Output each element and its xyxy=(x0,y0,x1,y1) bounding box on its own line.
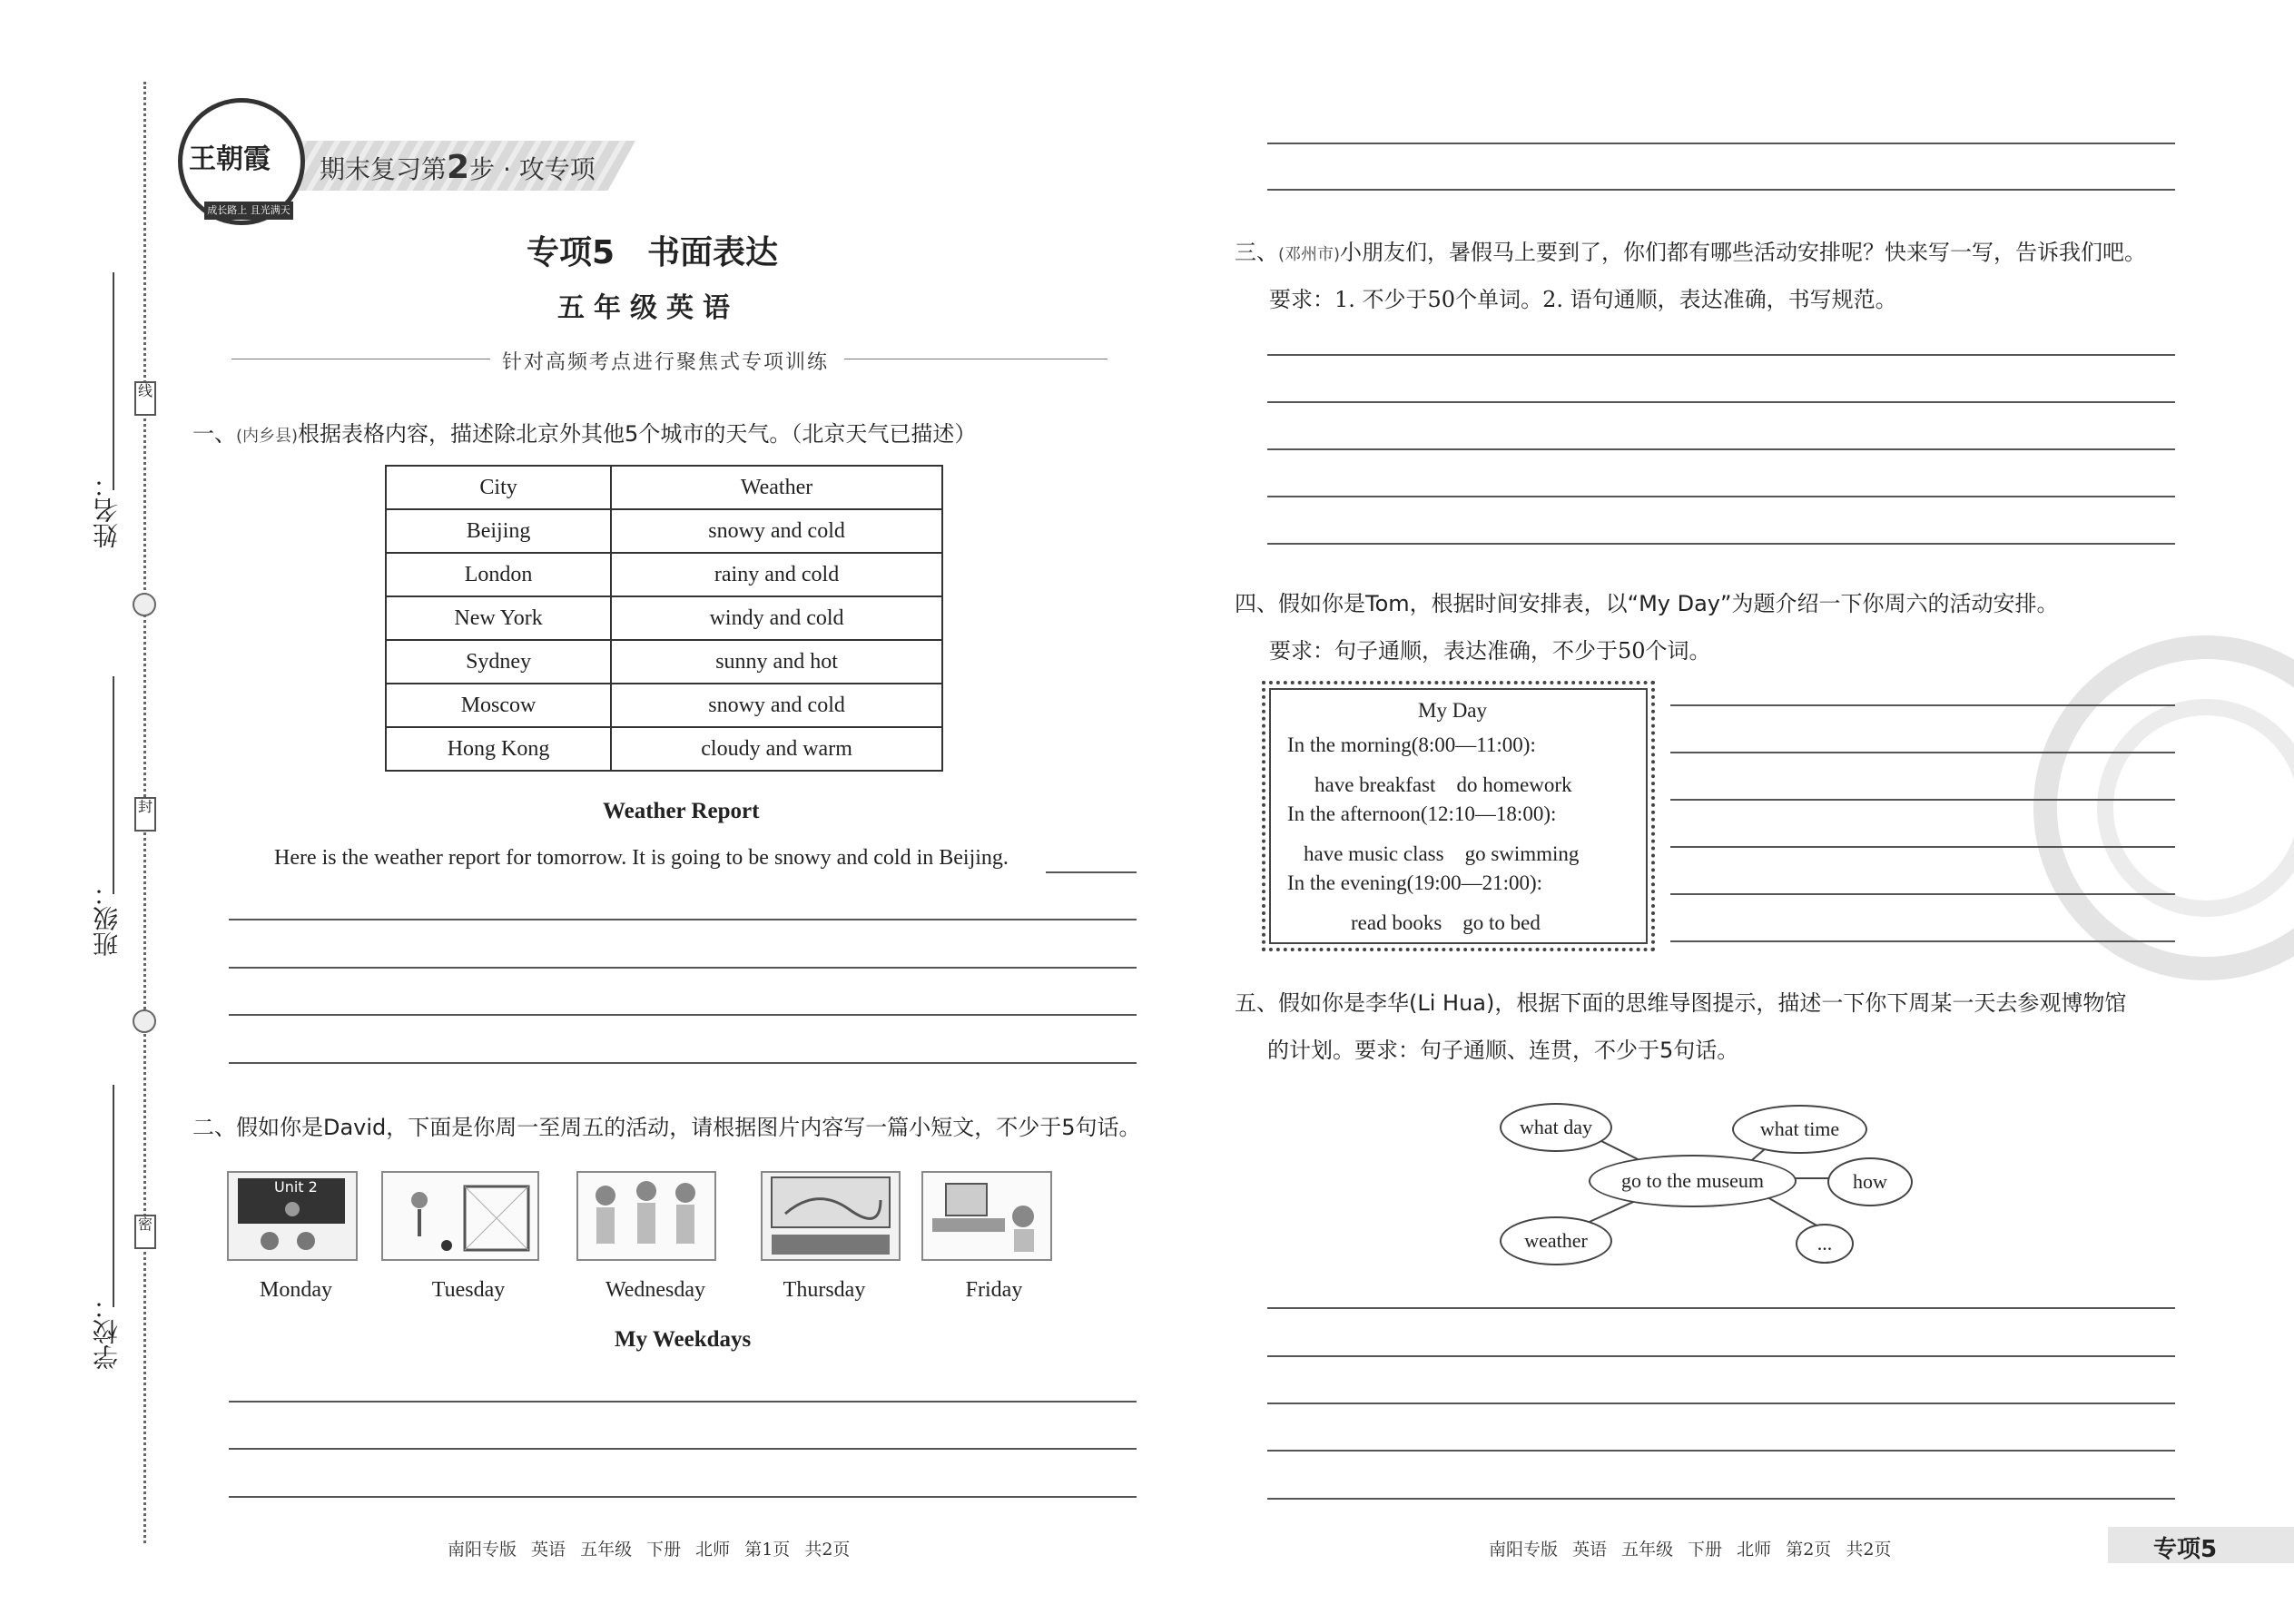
friday-picture xyxy=(921,1171,1052,1261)
monday-picture xyxy=(227,1171,358,1261)
brand-logo-text: 王朝霞 xyxy=(189,143,271,175)
answer-line[interactable] xyxy=(1267,1355,2175,1357)
mind-map-node: what time xyxy=(1732,1105,1867,1154)
table-cell: Sydney xyxy=(386,640,611,684)
answer-line[interactable] xyxy=(229,1401,1137,1403)
section-tag-label: 专项5 xyxy=(2153,1536,2218,1563)
school-blank xyxy=(113,1085,114,1307)
q3-requirement: 要求：1. 不少于50个单词。2. 语句通顺，表达准确，书写规范。 xyxy=(1269,287,1897,312)
class-label: 班级： xyxy=(92,881,122,957)
class-blank xyxy=(113,676,114,894)
table-cell: London xyxy=(386,553,611,596)
table-row xyxy=(386,596,942,640)
children-icon xyxy=(578,1173,714,1259)
q1-prompt: 一、(内乡县)根据表格内容，描述除北京外其他5个城市的天气。（北京天气已描述） xyxy=(192,421,977,447)
school-label: 学校： xyxy=(92,1294,122,1370)
tagline: 针对高频考点进行聚焦式专项训练 xyxy=(502,351,830,374)
wednesday-picture xyxy=(576,1171,716,1261)
schedule-line: In the evening(19:00—21:00): xyxy=(1287,871,1543,894)
cinema-icon xyxy=(763,1173,899,1259)
weather-table xyxy=(385,465,943,772)
page-title: 专项5 书面表达 xyxy=(527,234,779,271)
answer-line[interactable] xyxy=(1267,354,2175,356)
answer-line[interactable] xyxy=(1267,496,2175,497)
answer-line[interactable] xyxy=(1670,752,2175,753)
table-cell: Hong Kong xyxy=(386,727,611,771)
seal-char-feng: 封 xyxy=(134,797,156,832)
answer-line[interactable] xyxy=(1670,846,2175,848)
table-row xyxy=(386,684,942,727)
binding-hole-icon xyxy=(133,1009,156,1033)
brand-logo-motto: 成长路上 且光满天 xyxy=(204,202,293,220)
footer-left: 南阳专版 英语 五年级 下册 北师 第1页 共2页 xyxy=(448,1540,851,1560)
schedule-line: In the morning(8:00—11:00): xyxy=(1287,733,1536,756)
page-subtitle: 五年级英语 xyxy=(557,292,739,324)
answer-line[interactable] xyxy=(229,967,1137,969)
day-label-tuesday: Tuesday xyxy=(431,1278,506,1302)
q5-prompt-line2: 的计划。要求：句子通顺、连贯，不少于5句话。 xyxy=(1267,1038,1739,1063)
schedule-line: read books go to bed xyxy=(1351,911,1541,934)
tv-icon xyxy=(923,1173,1050,1259)
my-weekdays-title: My Weekdays xyxy=(615,1327,752,1352)
footer-right: 南阳专版 英语 五年级 下册 北师 第2页 共2页 xyxy=(1489,1540,1892,1560)
table-header-cell: Weather xyxy=(611,466,942,509)
q4-prompt: 四、假如你是Tom，根据时间安排表，以“My Day”为题介绍一下你周六的活动安排。 xyxy=(1235,591,2059,616)
q2-prompt: 二、假如你是David，下面是你周一至周五的活动，请根据图片内容写一篇小短文，不少于5句话。 xyxy=(192,1115,1141,1140)
answer-line[interactable] xyxy=(1670,704,2175,706)
answer-line[interactable] xyxy=(1267,1403,2175,1404)
seal-char-mi: 密 xyxy=(134,1215,156,1249)
answer-line[interactable] xyxy=(1267,1498,2175,1500)
binding-hole-icon xyxy=(133,593,156,616)
mind-map-node: ... xyxy=(1796,1224,1854,1264)
answer-line[interactable] xyxy=(1267,448,2175,450)
table-row xyxy=(386,640,942,684)
answer-line[interactable] xyxy=(229,1448,1137,1450)
table-cell: New York xyxy=(386,596,611,640)
section-tag xyxy=(2108,1527,2294,1563)
day-label-friday: Friday xyxy=(965,1278,1023,1302)
answer-line[interactable] xyxy=(229,1496,1137,1498)
table-cell: snowy and cold xyxy=(611,684,942,727)
answer-line[interactable] xyxy=(1046,871,1137,873)
table-cell: sunny and hot xyxy=(611,640,942,684)
schedule-title: My Day xyxy=(1418,699,1488,722)
answer-line[interactable] xyxy=(1267,143,2175,144)
day-label-monday: Monday xyxy=(260,1278,332,1302)
q4-requirement: 要求：句子通顺，表达准确，不少于50个词。 xyxy=(1269,638,1711,664)
answer-line[interactable] xyxy=(1267,1450,2175,1452)
table-row xyxy=(386,509,942,553)
answer-line[interactable] xyxy=(1267,1307,2175,1309)
table-row xyxy=(386,553,942,596)
answer-line[interactable] xyxy=(1670,940,2175,942)
answer-line[interactable] xyxy=(1267,543,2175,545)
table-cell: Moscow xyxy=(386,684,611,727)
answer-line[interactable] xyxy=(1670,893,2175,895)
name-label: 姓名： xyxy=(92,472,122,548)
soccer-icon xyxy=(383,1173,537,1259)
seal-char-xian: 线 xyxy=(134,381,156,416)
mind-map-node: how xyxy=(1827,1157,1913,1206)
answer-line[interactable] xyxy=(229,919,1137,920)
table-cell: snowy and cold xyxy=(611,509,942,553)
table-cell: windy and cold xyxy=(611,596,942,640)
mind-map-center: go to the museum xyxy=(1589,1155,1797,1207)
table-cell: rainy and cold xyxy=(611,553,942,596)
header-banner-text: 期末复习第2步 · 攻专项 xyxy=(320,149,596,186)
answer-line[interactable] xyxy=(1267,189,2175,191)
answer-line[interactable] xyxy=(1670,799,2175,801)
schedule-line: have music class go swimming xyxy=(1304,842,1580,865)
day-label-thursday: Thursday xyxy=(783,1278,866,1302)
q5-prompt-line1: 五、假如你是李华(Li Hua)，根据下面的思维导图提示，描述一下你下周某一天去参观博物馆 xyxy=(1235,990,2127,1016)
answer-line[interactable] xyxy=(229,1014,1137,1016)
table-row xyxy=(386,727,942,771)
table-header-row xyxy=(386,466,942,509)
table-header-cell: City xyxy=(386,466,611,509)
weather-report-start: Here is the weather report for tomorrow. It is going to be snowy and cold in Beijing. xyxy=(274,846,1009,870)
q3-prompt: 三、(邓州市)小朋友们，暑假马上要到了，你们都有哪些活动安排呢？快来写一写，告诉我们吧。 xyxy=(1235,240,2147,265)
classroom-icon xyxy=(229,1173,356,1259)
day-label-wednesday: Wednesday xyxy=(605,1278,706,1302)
table-cell: Beijing xyxy=(386,509,611,553)
mind-map-node: what day xyxy=(1500,1103,1612,1152)
schedule-line: have breakfast do homework xyxy=(1314,773,1572,796)
table-cell: cloudy and warm xyxy=(611,727,942,771)
schedule-line: In the afternoon(12:10—18:00): xyxy=(1287,802,1557,825)
tuesday-picture xyxy=(381,1171,539,1261)
pic-caption: Unit 2 xyxy=(238,1178,345,1224)
answer-line[interactable] xyxy=(229,1062,1137,1064)
name-blank xyxy=(113,272,114,490)
mind-map-node: weather xyxy=(1500,1216,1612,1265)
thursday-picture xyxy=(761,1171,901,1261)
answer-line[interactable] xyxy=(1267,401,2175,403)
weather-report-title: Weather Report xyxy=(603,799,760,823)
